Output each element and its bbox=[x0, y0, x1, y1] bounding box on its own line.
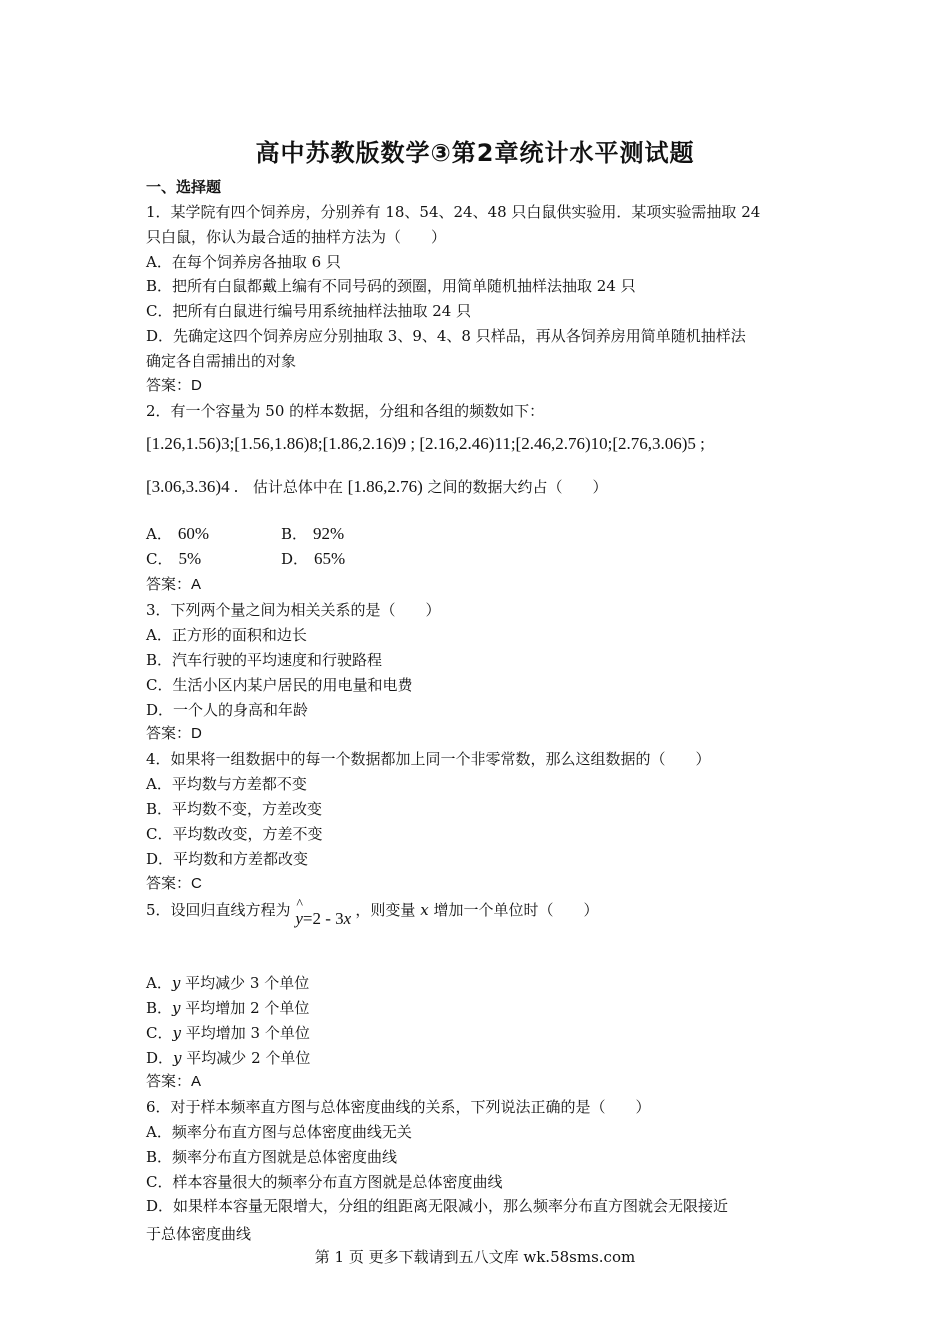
q1-option-b: B．把所有白鼠都戴上编有不同号码的颈圈，用简单随机抽样法抽取 24 只 bbox=[146, 277, 636, 295]
q2-option-c-label: C． bbox=[146, 550, 173, 568]
q5-stem-start: 5．设回归直线方程为 bbox=[146, 901, 291, 919]
q4-answer: 答案：C bbox=[146, 875, 202, 892]
q5-option-c-label: C． bbox=[146, 1024, 173, 1042]
q5-option-b bbox=[146, 998, 309, 1018]
q5-option-c-text: 平均增加 3 个单位 bbox=[185, 1024, 310, 1042]
page-footer: 第 1 页 更多下载请到五八文库 wk.58sms.com bbox=[314, 1248, 636, 1266]
q2-option-d-value: 65% bbox=[314, 549, 346, 568]
q5-stem-end: 增加一个单位时（ ） bbox=[433, 901, 599, 919]
q5-option-a bbox=[146, 973, 309, 993]
q5-option-a-y: y bbox=[171, 974, 181, 992]
q5-option-d bbox=[146, 1048, 310, 1068]
q4-option-a: A．平均数与方差都不变 bbox=[146, 775, 307, 793]
q6-option-a: A．频率分布直方图与总体密度曲线无关 bbox=[146, 1123, 412, 1141]
q1-option-c: C．把所有白鼠进行编号用系统抽样法抽取 24 只 bbox=[146, 302, 472, 320]
q5-option-d-label: D． bbox=[146, 1049, 174, 1067]
q2-option-b bbox=[281, 524, 344, 544]
q5-option-c-y: y bbox=[172, 1024, 181, 1042]
q1-answer: 答案：D bbox=[146, 377, 202, 394]
q5-equation-y: y bbox=[295, 909, 303, 928]
q4-option-d: D．平均数和方差都改变 bbox=[146, 850, 309, 868]
q3-option-d: D．一个人的身高和年龄 bbox=[146, 701, 309, 719]
q2-option-c bbox=[146, 549, 201, 569]
q2-option-c-value: 5% bbox=[178, 549, 202, 568]
q6-option-c: C．样本容量很大的频率分布直方图就是总体密度曲线 bbox=[146, 1173, 503, 1191]
q5-option-a-label: A． bbox=[146, 974, 172, 992]
q5-equation-hat: ^ bbox=[296, 897, 303, 912]
q2-option-b-value: 92% bbox=[313, 524, 345, 543]
q6-option-d-line2: 于总体密度曲线 bbox=[146, 1225, 252, 1243]
q2-option-a-value: 60% bbox=[177, 524, 210, 543]
section-heading: 一、选择题 bbox=[146, 178, 222, 196]
page-title: 高中苏教版数学③第2章统计水平测试题 bbox=[255, 139, 695, 167]
q4-option-c: C．平均数改变，方差不变 bbox=[146, 825, 323, 843]
q5-answer: 答案：A bbox=[146, 1073, 202, 1090]
q5-option-d-text: 平均减少 2 个单位 bbox=[186, 1049, 311, 1067]
q1-option-d-line2: 确定各自需捕出的对象 bbox=[146, 352, 297, 370]
q2-stem-line2 bbox=[146, 477, 608, 497]
q5-option-b-label: B． bbox=[146, 999, 173, 1017]
q5-regression-equation bbox=[295, 897, 355, 928]
q5-option-c bbox=[146, 1023, 310, 1043]
q5-option-a-text: 平均减少 3 个单位 bbox=[185, 974, 310, 992]
q3-option-c: C．生活小区内某户居民的用电量和电费 bbox=[146, 676, 413, 694]
q5-variable-x: x bbox=[420, 901, 429, 919]
q3-answer: 答案：D bbox=[146, 725, 202, 742]
q2-text-mid: 估计总体中在 bbox=[252, 478, 343, 496]
q2-option-b-label: B． bbox=[281, 525, 308, 543]
q1-option-a: A．在每个饲养房各抽取 6 只 bbox=[146, 253, 341, 271]
q2-interval: [1.86,2.76) bbox=[347, 477, 423, 496]
q4-stem: 4．如果将一组数据中的每一个数据都加上同一个非零常数，那么这组数据的（ ） bbox=[146, 750, 711, 768]
q5-equation-yhat bbox=[295, 897, 303, 929]
q3-option-b: B．汽车行驶的平均速度和行驶路程 bbox=[146, 651, 383, 669]
q5-equation-x: x bbox=[343, 909, 352, 928]
q1-option-d-line1: D．先确定这四个饲养房应分别抽取 3、9、4、8 只样品，再从各饲养房用简单随机抽样法 bbox=[146, 327, 746, 345]
q2-group-last: [3.06,3.36)4 . bbox=[146, 477, 239, 496]
q3-option-a: A．正方形的面积和边长 bbox=[146, 626, 307, 644]
q5-stem bbox=[146, 897, 599, 928]
q2-option-d bbox=[281, 549, 345, 569]
q2-groups-line1: [1.26,1.56)3;[1.56,1.86)8;[1.86,2.16)9 ; [2.16,2.46)11;[2.46,2.76)10;[2.76,3.06)5 ; bbox=[146, 434, 705, 453]
q5-option-d-y: y bbox=[173, 1049, 182, 1067]
q3-stem: 3．下列两个量之间为相关关系的是（ ） bbox=[146, 601, 441, 619]
q2-option-a bbox=[146, 524, 209, 544]
q2-answer: 答案：A bbox=[146, 576, 202, 593]
q1-stem-line1: 1．某学院有四个饲养房，分别养有 18、54、24、48 只白鼠供实验用．某项实验需抽取 24 bbox=[146, 203, 761, 221]
q6-option-b: B．频率分布直方图就是总体密度曲线 bbox=[146, 1148, 398, 1166]
q5-option-b-text: 平均增加 2 个单位 bbox=[185, 999, 310, 1017]
q2-option-a-label: A． bbox=[146, 525, 172, 543]
q5-stem-mid: ，则变量 bbox=[355, 901, 416, 919]
q2-text-end: 之间的数据大约占（ ） bbox=[427, 478, 608, 496]
q2-option-d-label: D． bbox=[281, 550, 309, 568]
q4-option-b: B．平均数不变，方差改变 bbox=[146, 800, 323, 818]
q6-option-d-line1: D．如果样本容量无限增大，分组的组距离无限减小，那么频率分布直方图就会无限接近 bbox=[146, 1197, 729, 1215]
q5-option-b-y: y bbox=[172, 999, 181, 1017]
q6-stem: 6．对于样本频率直方图与总体密度曲线的关系，下列说法正确的是（ ） bbox=[146, 1098, 651, 1116]
q1-stem-line2: 只白鼠，你认为最合适的抽样方法为（ ） bbox=[146, 228, 447, 246]
q5-equation-rest: =2 - 3 bbox=[302, 909, 344, 928]
q2-stem-line1: 2．有一个容量为 50 的样本数据，分组和各组的频数如下： bbox=[146, 402, 545, 420]
